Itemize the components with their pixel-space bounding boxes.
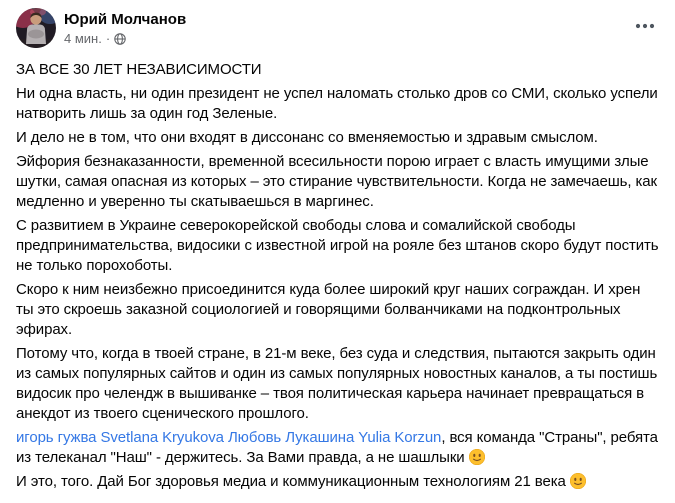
slightly-smiling-face-emoji: [469, 449, 485, 465]
post-paragraph: И дело не в том, что они входят в диссонанс со вменяемостью и здравым смыслом.: [16, 129, 598, 146]
post-header: [16, 8, 659, 48]
mention-link[interactable]: Любовь Лукашина: [227, 429, 355, 446]
timestamp[interactable]: 4 мин.: [64, 31, 102, 46]
mention-link[interactable]: Yulia Korzun: [358, 429, 442, 446]
post-paragraph-final: [16, 472, 659, 492]
post-options-button[interactable]: [629, 10, 661, 42]
post-paragraph: Эйфория безнаказанности, временной всесильности порою играет с власть имущими злые шутки, самая опасная из которых – это стирание чувствительности. Когда не замечаешь, как медленно и уверенно ты скатываешься в маргинес.: [16, 153, 657, 210]
post-paragraph: Потому что, когда в твоей стране, в 21-м веке, без суда и следствия, пытаются закрыть один из самых популярных сайтов и один из самых популярных новостных каналов, а ты постишь видосик про челендж в вышиванке – твоя политическая карьера начинает превращаться в анекдот из твоего сценического прошлого.: [16, 345, 658, 422]
mention-link[interactable]: Svetlana Kryukova: [100, 429, 224, 446]
globe-icon: [114, 33, 126, 45]
avatar[interactable]: [16, 8, 56, 48]
post-paragraph: Скоро к ним неизбежно присоединится куда более широкий круг наших сограждан. И хрен ты это скроешь заказной социологией и говорящими болванчиками на подконтрольных эфирах.: [16, 281, 641, 338]
mention-link[interactable]: игорь гужва: [16, 429, 97, 446]
post-paragraph-mentions: [16, 428, 659, 468]
header-text: [64, 8, 186, 47]
mentions-tail-text: , вся команда "Страны", ребята из телеканал "Наш" - держитесь. За Вами правда, а не шашлыки: [16, 429, 658, 466]
post-content: [16, 60, 659, 492]
ellipsis-icon: [635, 23, 655, 29]
post-paragraph: ЗА ВСЕ 30 ЛЕТ НЕЗАВИСИМОСТИ: [16, 61, 262, 78]
avatar-photo: [16, 8, 56, 48]
slightly-smiling-face-emoji: [570, 473, 586, 489]
post-meta: [64, 30, 186, 47]
author-name[interactable]: Юрий Молчанов: [64, 11, 187, 28]
post-paragraph: С развитием в Украине северокорейской свободы слова и сомалийской свободы предпринимательства, видосики с известной игрой на рояле без штанов скоро будут постить не только порохоботы.: [16, 217, 659, 274]
post-paragraph: Ни одна власть, ни один президент не успел наломать столько дров со СМИ, сколько успели натворить лишь за один год Зеленые.: [16, 85, 658, 122]
final-line-text: И это, того. Дай Бог здоровья медиа и коммуникационным технологиям 21 века: [16, 473, 566, 490]
meta-separator: ·: [105, 31, 111, 46]
